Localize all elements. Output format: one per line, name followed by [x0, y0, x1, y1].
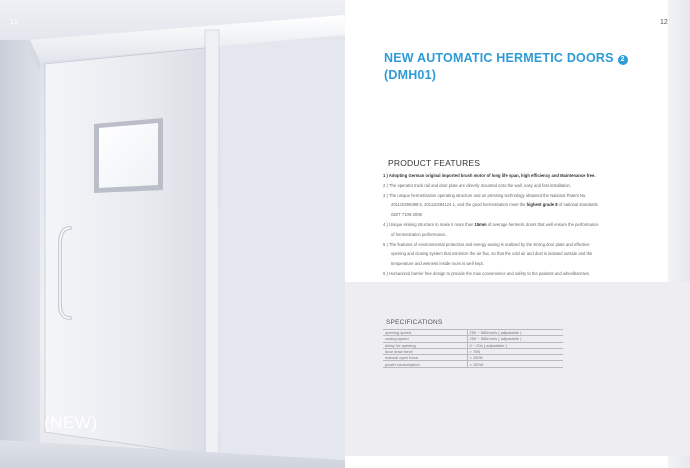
new-caption: (NEW)	[44, 413, 98, 432]
feature-text: of average hermetic doors that well ensure the performance	[487, 221, 599, 227]
features-list	[383, 171, 633, 279]
feature-number: 3 )	[383, 192, 388, 198]
feature-number: 6 )	[383, 270, 388, 276]
spec-value: 250 ~ 550mm/s ( adjustable )	[467, 330, 563, 336]
specifications-table	[383, 329, 563, 368]
table-row	[383, 361, 563, 367]
feature-text-continued: GB/T 7106-2008	[391, 212, 422, 218]
feature-number: 2 )	[383, 182, 388, 188]
feature-item	[383, 269, 633, 279]
page-number-left: 11	[10, 19, 19, 26]
feature-number: 5 )	[383, 241, 388, 247]
feature-text: The operator track rail and door plate are directly mounted onto the wall, easy and fast installation.	[388, 182, 572, 188]
feature-item	[383, 181, 633, 191]
feature-text: Adopting German original imported brush motor of long life span, high efficiency and Maintenance free.	[388, 173, 596, 178]
page-title	[384, 50, 654, 84]
feature-number: 4 )	[383, 221, 388, 227]
specifications-heading: SPECIFICATIONS	[386, 319, 443, 326]
feature-item	[383, 171, 633, 181]
spec-value: > 70N	[467, 348, 563, 354]
feature-item	[383, 240, 633, 269]
spec-label: cosing speed	[383, 336, 467, 342]
title-line-2: (DMH01)	[384, 68, 437, 82]
feature-text-continued	[383, 200, 633, 210]
page-number-right: 12	[660, 19, 668, 26]
spec-value: 250 ~ 550mm/s ( adjustable )	[467, 336, 563, 342]
door-leaf	[45, 48, 205, 455]
spec-label: delay for opening	[383, 342, 467, 348]
feature-text-continued: opening and closing system that minimize the air flux, so that the cold air and dust is isolated outside and the	[391, 251, 593, 257]
spec-background-panel	[345, 282, 690, 456]
feature-text-continued: temperature and wetness inside room is well kept.	[391, 261, 484, 267]
door-frame-post	[205, 30, 219, 455]
number-badge: 2	[618, 55, 628, 65]
feature-highlight: highest grade 8	[526, 202, 558, 208]
feature-text: The unique hermetization operating structure and air pressing technology obtained the National Patent No.	[388, 192, 587, 198]
features-heading: PRODUCT FEATURES	[388, 158, 481, 168]
feature-text: Unique sinking structure to make it more than	[389, 221, 474, 227]
feature-text: 201110290398.5, 201110294124.1, and the good hermetization meet the	[391, 202, 526, 208]
spec-label: manual open force	[383, 355, 467, 361]
spec-value: < 100W	[467, 361, 563, 367]
spec-label: door draw force	[383, 348, 467, 354]
door-window-glass	[99, 123, 158, 188]
feature-text-continued: of hermetization performance.	[391, 231, 447, 237]
feature-item	[383, 220, 633, 240]
spec-value: 0 ~ 20s ( adjustable )	[467, 342, 563, 348]
feature-text: The features of environmental protection and energy saving is realized by the strong door plate and effective	[388, 241, 590, 247]
title-line-1: NEW AUTOMATIC HERMETIC DOORS	[384, 51, 614, 65]
feature-highlight: 15mm	[474, 221, 487, 227]
spec-value: < 100N	[467, 355, 563, 361]
spec-label: power consumption	[383, 361, 467, 367]
wall-right	[220, 40, 345, 468]
spec-label: opening speed	[383, 330, 467, 336]
feature-text: of national standards	[558, 202, 598, 208]
feature-text: Humanized barrier free design to provide the max convenience and safety to the patients and wheelbarrows.	[389, 270, 590, 276]
feature-item	[383, 191, 633, 220]
feature-number: 1 )	[383, 173, 388, 178]
